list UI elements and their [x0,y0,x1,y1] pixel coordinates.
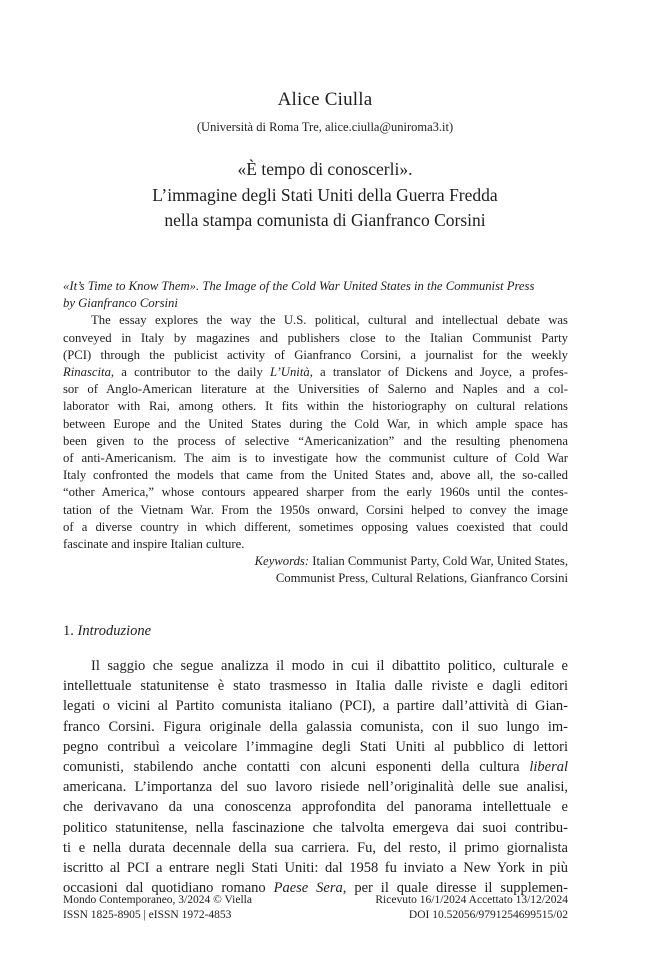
body-line-part: , per il quale diresse il supplemen- [342,880,569,897]
abstract-line [63,364,568,381]
abstract-body [63,312,568,553]
body-line: politico statunitense, nella fascinazione che talvolta emergeva dai suoi contribu- [63,819,568,836]
abstract-line: of a diverse country in which different, sometimes opposing values coexisted that could [63,519,568,534]
title-line: «È tempo di conoscerli». [237,159,413,179]
english-title-line: by Gianfranco Corsini [63,296,178,311]
body-line: intellettuale statunitense è stato trasmesso in Italia dalle riviste e dagli editori [63,678,568,695]
italic-paese-sera: Paese Sera [273,880,343,897]
body-line: legati o vicini al Partito comunista italiano (PCI), a partire dall’attività di Gian- [63,698,568,715]
italic-rinascita: Rinascita, [63,365,115,380]
section-title: Introduzione [77,623,152,639]
body-line: pegno contribuì a veicolare l’immagine degli Stati Uniti al pubblico di lettori [63,738,568,755]
section-heading [63,623,151,640]
section-number: 1. [63,623,74,639]
english-title [63,278,568,312]
abstract-line: sor of Anglo-American literature at the Universities of Salerno and Naples and a col- [63,382,568,397]
footer-left [63,893,252,923]
body-line: iscritto al PCI a entrare negli Stati Uniti: dal 1958 fu inviato a New York in più [63,860,568,877]
issn-info: ISSN 1825-8905 | eISSN 1972-4853 [63,909,232,921]
article-title [30,157,620,234]
footer-right [375,893,568,923]
keywords-label: Keywords: [254,554,310,569]
abstract-line: between Europe and the United States during the Cold War, in which ample space has [63,416,568,431]
abstract-line: conveyed in Italy by magazines and publishers close to the Italian Communist Party [63,330,568,345]
abstract-line: Italy confronted the models that came from the United States and, above all, the so-called [63,468,568,483]
doi: DOI 10.52056/9791254699515/02 [408,909,568,921]
received-accepted-dates: Ricevuto 16/1/2024 Accettato 13/12/2024 [375,894,568,906]
abstract-line: tation of the Vietnam War. From the 1950s onward, Corsini helped to convey the image [63,502,568,517]
keywords-text: Italian Communist Party, Cold War, United States, [312,554,568,569]
body-line: franco Corsini. Figura originale della galassia comunista, con il suo lungo im- [63,718,568,735]
abstract-line: fascinate and inspire Italian culture. [63,537,245,552]
english-title-line: «It’s Time to Know Them». The Image of the Cold War United States in the Communist Press [63,279,535,293]
author-name: Alice Ciulla [277,89,373,110]
abstract-line-part: a contributor to the daily [121,365,263,380]
abstract-line: “other America,” whose contours appeared sharper from the early 1960s until the contes- [63,485,568,500]
abstract-line: been given to the process of selective “Americanization” and the resulting phenomena [63,433,568,448]
title-line: L’immagine degli Stati Uniti della Guerra Fredda [152,184,498,205]
body-text [63,656,568,898]
keywords [63,553,568,587]
body-line: Il saggio che segue analizza il modo in cui il dibattito politico, culturale e [91,658,568,674]
body-line: che derivavano da una conoscenza approfondita del panorama intellettuale e [63,799,568,816]
body-line-part: occasioni dal quotidiano romano [63,880,266,897]
abstract-line: of anti-Americanism. The aim is to investigate how the communist culture of Cold War [63,451,568,466]
body-line-part: comunisti, stabilendo anche contatti con alcuni esponenti della cultura [63,759,520,776]
italic-unita: L’Unità [269,365,310,380]
abstract-line: (PCI) through the publicist activity of Gianfranco Corsini, a journalist for the weekly [63,347,568,362]
body-line: americana. L’importanza del suo lavoro risiede nell’originalità delle sue analisi, [63,779,568,796]
keywords-line: Communist Press, Cultural Relations, Gianfranco Corsini [275,571,568,586]
italic-liberal: liberal [529,759,568,776]
title-line: nella stampa comunista di Gianfranco Corsini [164,210,486,230]
body-line [63,757,568,777]
body-line: ti e nella durata decennale della sua carriera. Fu, del resto, il primo giornalista [63,839,568,856]
keywords-line [63,553,568,570]
abstract-line: laborator with Rai, among others. It fits within the historiography on cultural relations [63,399,568,414]
abstract-line-part: , a translator of Dickens and Joyce, a profes- [309,365,568,380]
journal-info: Mondo Contemporaneo, 3/2024 © Viella [63,894,252,906]
abstract-line: The essay explores the way the U.S. political, cultural and intellectual debate was [91,313,568,328]
author-affiliation: (Università di Roma Tre, alice.ciulla@uniroma3.it) [196,120,454,134]
abstract [63,278,568,588]
